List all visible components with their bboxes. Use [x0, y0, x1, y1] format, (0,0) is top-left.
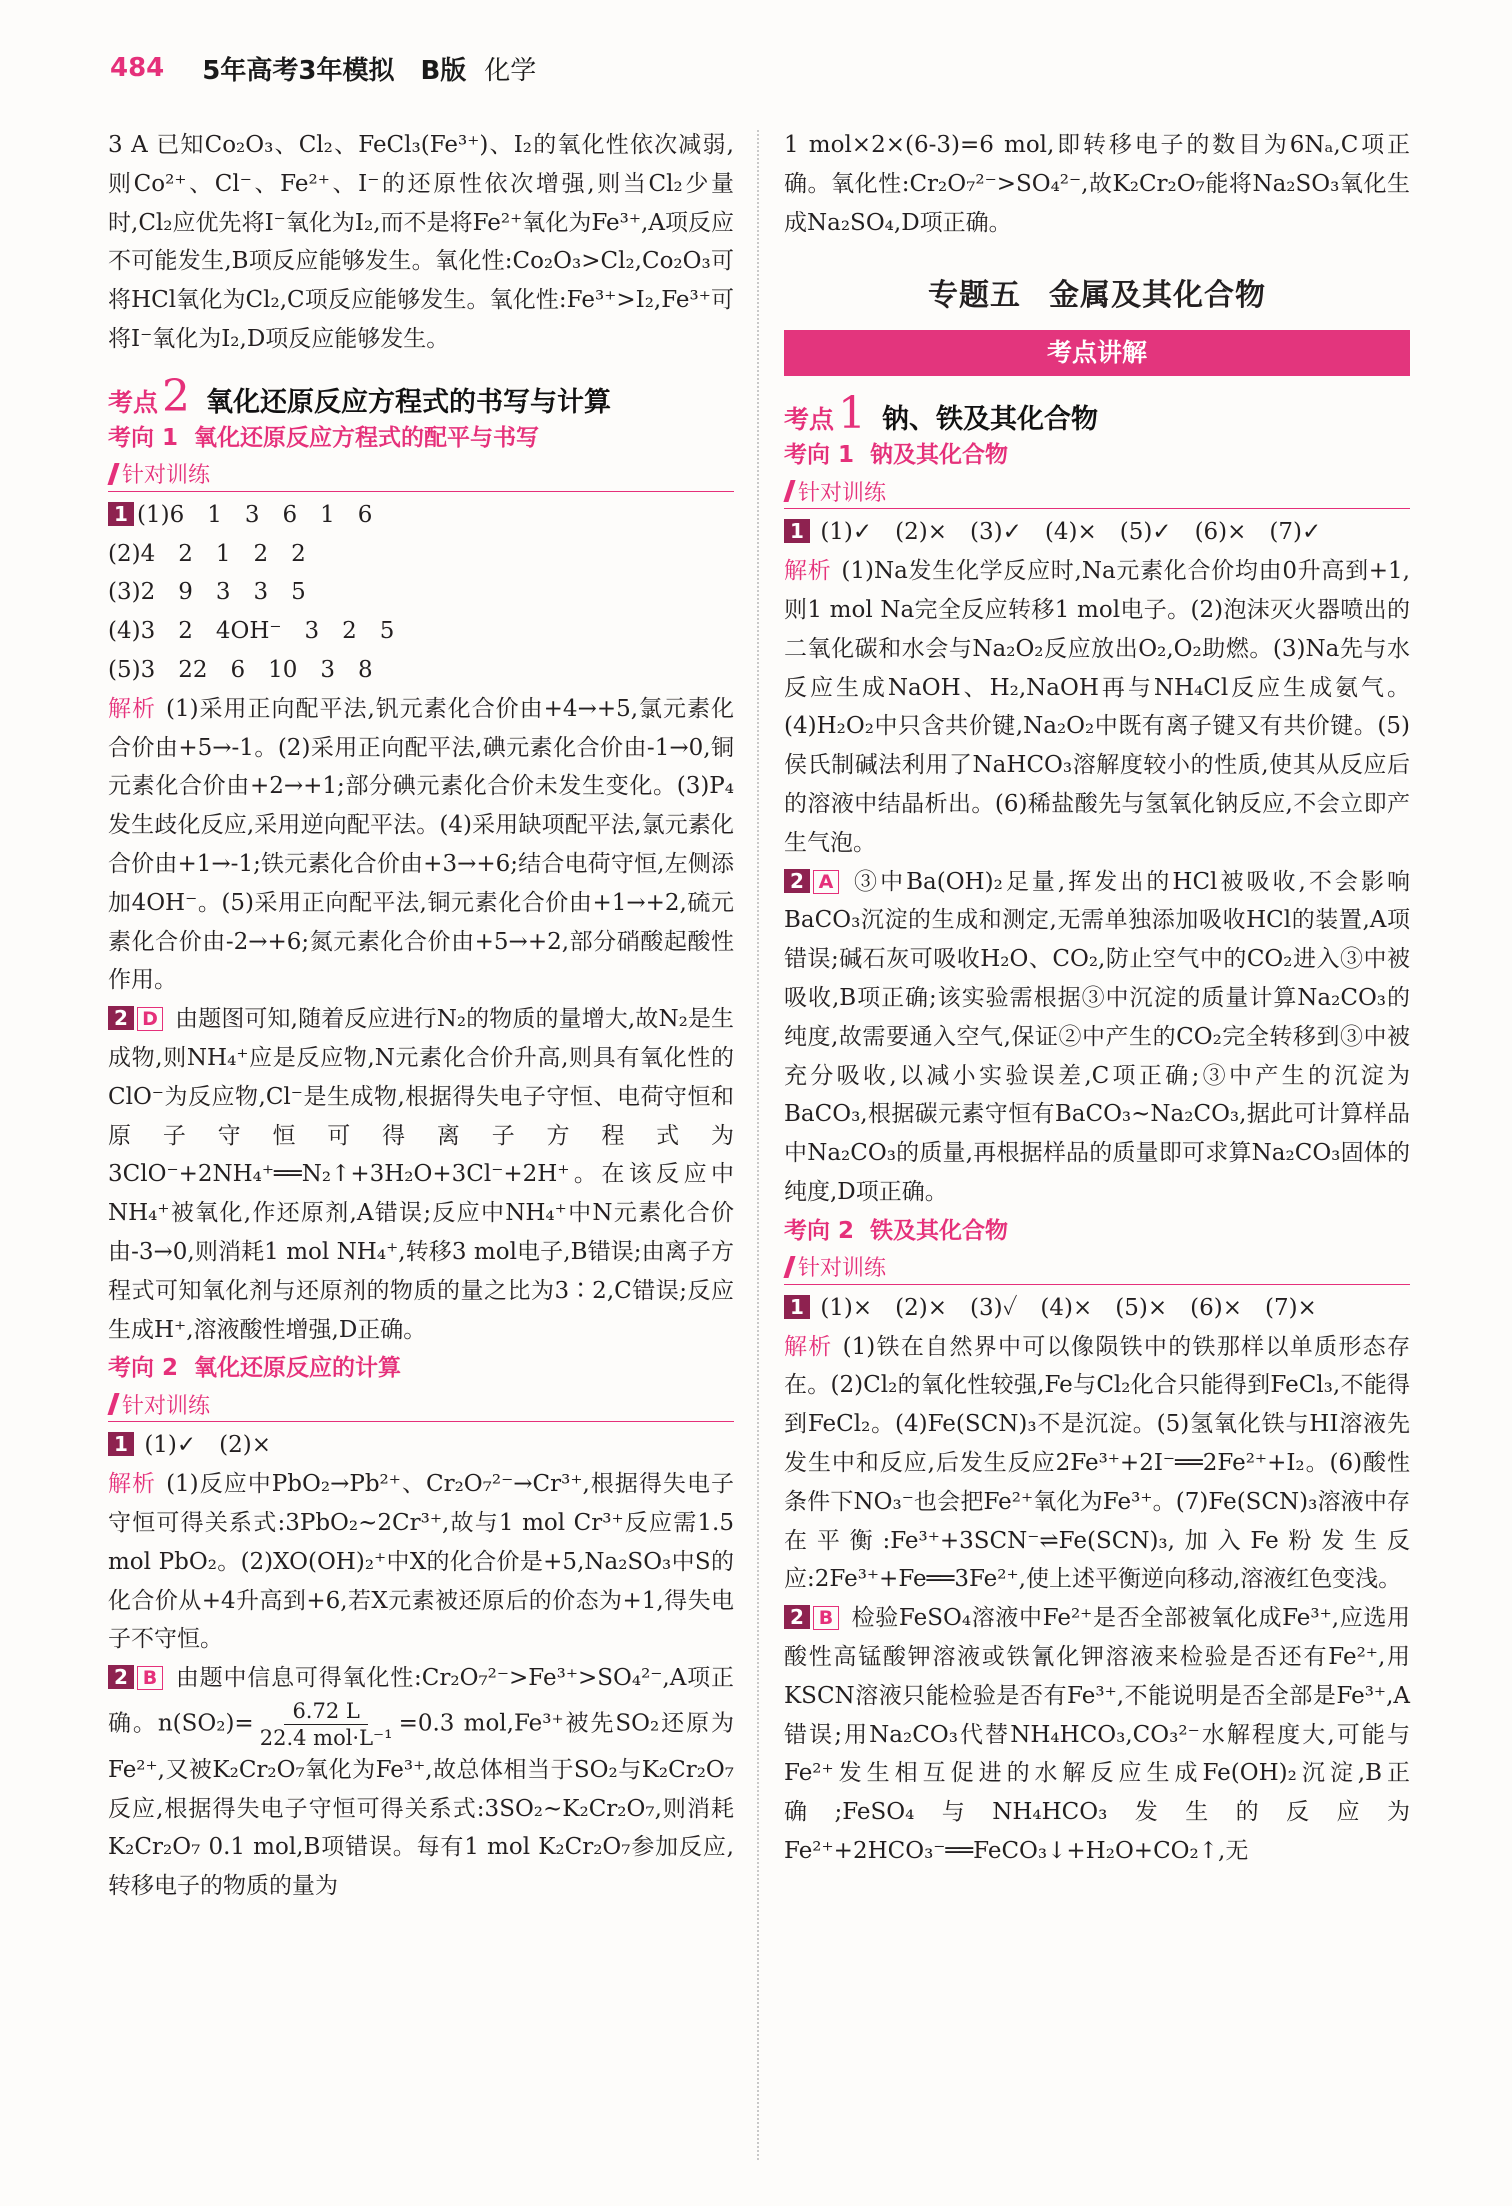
book-title: 5年高考3年模拟 B版 [202, 55, 467, 86]
kaoxiang-title: 铁及其化合物 [870, 1217, 1009, 1244]
analysis-label: 解析 [108, 695, 156, 722]
answer-block [108, 1659, 734, 1906]
left-column [108, 126, 734, 1906]
page-header [110, 48, 536, 88]
kaoxiang-heading [784, 1212, 1410, 1250]
kaoxiang-label: 考向 2 [784, 1217, 855, 1244]
kaodian-number: 1 [838, 388, 867, 440]
question-number: 1 [784, 519, 810, 543]
pen-icon [783, 480, 795, 502]
fraction-numerator: 6.72 L [284, 1698, 367, 1725]
answer-text: (1)× (2)× (3)✓ (4)× (5)× (6)× (7)× [820, 1294, 1317, 1321]
analysis-label: 解析 [784, 558, 832, 585]
analysis-label: 解析 [784, 1333, 833, 1360]
analysis-paragraph [108, 1465, 734, 1659]
question-number: 2 [784, 1605, 810, 1629]
answer-line: (1)6 1 3 6 1 6 [137, 501, 373, 528]
answer-line: (4)3 2 4OH⁻ 3 2 5 [108, 618, 395, 645]
analysis-text: (1)Na发生化学反应时,Na元素化合价均由0升高到+1,则1 mol Na完全反应转移1 mol电子。(2)泡沫灭火器喷出的二氧化碳和水会与Na₂O₂反应放出O₂,O₂助燃。(3)Na先与水反应生成NaOH、H₂,NaOH再与NH₄Cl反应生成氨气。(4)H₂O₂中只含共价键,Na₂O₂中既有离子键又有共价键。(5)侯氏制碱法利用了NaHCO₃溶解度较小的性质,使其从反应后的溶液中结晶析出。(6)稀盐酸先与氢氧化钠反应,不会立即产生气泡。 [784, 558, 1410, 856]
kaodian-title: 氧化还原反应方程式的书写与计算 [206, 386, 612, 418]
question-number: 1 [784, 1295, 810, 1319]
answer-block-3: 3 A 已知Co₂O₃、Cl₂、FeCl₃(Fe³⁺)、I₂的氧化性依次减弱,则Co²⁺、Cl⁻、Fe²⁺、I⁻的还原性依次增强,则当Cl₂少量时,Cl₂应优先将I⁻氧化为I₂,而不是将Fe²⁺氧化为Fe³⁺,A项反应不可能发生,B项反应能够发生。氧化性:Co₂O₃>Cl₂,Co₂O₃可将HCl氧化为Cl₂,C项反应能够发生。氧化性:Fe³⁺>I₂,Fe³⁺可将I⁻氧化为I₂,D项反应能够发生。 [108, 132, 734, 352]
right-column [784, 126, 1410, 1871]
kaodian-word: 考点 [784, 405, 835, 435]
analysis-label: 解析 [108, 1471, 157, 1498]
column-divider [757, 130, 759, 2160]
kaoxiang-title: 氧化还原反应方程式的配平与书写 [194, 424, 540, 451]
analysis-text: (1)反应中PbO₂→Pb²⁺、Cr₂O₇²⁻→Cr³⁺,根据得失电子守恒可得关系式:3PbO₂~2Cr³⁺,故与1 mol Cr³⁺反应需1.5 mol PbO₂。(2)XO(OH)₂⁺中X的化合价是+5,Na₂SO₃中S的化合价从+4升高到+6,若X元素被还原后的价态为+1,得失电子不守恒。 [108, 1471, 734, 1653]
answer-text: (1)✓ (2)× (3)✓ (4)× (5)✓ (6)× (7)✓ [820, 519, 1322, 546]
pen-icon [107, 463, 119, 485]
answer-block [108, 1000, 734, 1349]
page-number: 484 [110, 53, 165, 83]
answer-block [784, 1599, 1410, 1871]
answer-text: 检验FeSO₄溶液中Fe²⁺是否全部被氧化成Fe³⁺,应选用酸性高锰酸钾溶液或铁氰化钾溶液来检验是否还有Fe²⁺,用KSCN溶液只能检验是否有Fe³⁺,不能说明是否全部是Fe³⁺,A错误;用Na₂CO₃代替NH₄HCO₃,CO₃²⁻水解程度大,可能与Fe²⁺发生相互促进的水解反应生成Fe(OH)₂沉淀,B正确;FeSO₄与NH₄HCO₃发生的反应为Fe²⁺+2HCO₃⁻══FeCO₃↓+H₂O+CO₂↑,无 [784, 1605, 1410, 1864]
kaoxiang-title: 氧化还原反应的计算 [194, 1355, 402, 1382]
kaoxiang-heading [108, 1349, 734, 1387]
kaoxiang-heading [108, 419, 734, 457]
fraction [260, 1698, 393, 1751]
training-header [108, 457, 734, 492]
training-label: 针对训练 [122, 463, 211, 489]
topic-title [784, 270, 1410, 314]
answer-letter: B [813, 1606, 839, 1630]
continued-text: 1 mol×2×(6-3)=6 mol,即转移电子的数目为6Nₐ,C项正确。氧化性:Cr₂O₇²⁻>SO₄²⁻,故K₂Cr₂O₇能将Na₂SO₃氧化生成Na₂SO₄,D项正确。 [784, 132, 1410, 236]
question-number: 2 [784, 869, 810, 893]
section-band: 考点讲解 [784, 330, 1410, 376]
answer-line [784, 1289, 1410, 1328]
analysis-text: (1)采用正向配平法,钒元素化合价由+4→+5,氯元素化合价由+5→-1。(2)采用正向配平法,碘元素化合价由-1→0,铜元素化合价由+2→+1;部分碘元素化合价未发生变化。(3)P₄发生歧化反应,采用逆向配平法。(4)采用缺项配平法,氯元素化合价由+1→-1;铁元素化合价由+3→+6;结合电荷守恒,左侧添加4OH⁻。(5)采用正向配平法,铜元素化合价由+1→+2,硫元素化合价由-2→+6;氮元素化合价由+5→+2,部分硝酸起酸性作用。 [108, 695, 734, 994]
answer-line [108, 1426, 734, 1465]
answer-text: ③中Ba(OH)₂足量,挥发出的HCl被吸收,不会影响BaCO₃沉淀的生成和测定,无需单独添加吸收HCl的装置,A项错误;碱石灰可吸收H₂O、CO₂,防止空气中的CO₂进入③中被吸收,B项正确;该实验需根据③中沉淀的质量计算Na₂CO₃的纯度,故需要通入空气,保证②中产生的CO₂完全转移到③中被充分吸收,以减小实验误差,C项正确;③中产生的沉淀为BaCO₃,根据碳元素守恒有BaCO₃~Na₂CO₃,据此可计算样品中Na₂CO₃的质量,再根据样品的质量即可求算Na₂CO₃固体的纯度,D项正确。 [784, 868, 1410, 1205]
kaoxiang-label: 考向 2 [108, 1355, 179, 1382]
training-label: 针对训练 [798, 480, 887, 506]
kaodian-title: 钠、铁及其化合物 [882, 404, 1099, 436]
answer-letter: D [137, 1007, 163, 1031]
kaodian-heading [784, 388, 1410, 440]
pen-icon [783, 1256, 795, 1278]
topic-label: 专题五 [928, 278, 1021, 314]
kaoxiang-label: 考向 1 [784, 442, 855, 469]
analysis-paragraph [108, 690, 734, 1000]
analysis-paragraph [784, 552, 1410, 862]
answer-text: =0.3 mol,Fe³⁺被先SO₂还原为Fe²⁺,又被K₂Cr₂O₇氧化为Fe³⁺,故总体相当于SO₂与K₂Cr₂O₇反应,根据得失电子守恒可得关系式:3SO₂~K₂Cr₂O₇,则消耗K₂Cr₂O₇ 0.1 mol,B项错误。每有1 mol K₂Cr₂O₇参加反应,转移电子的物质的量为 [108, 1710, 734, 1900]
pen-icon [107, 1393, 119, 1415]
question-number: 2 [108, 1665, 134, 1689]
answer-line: (5)3 22 6 10 3 8 [108, 656, 373, 683]
answer-line [784, 513, 1410, 552]
kaodian-number: 2 [162, 370, 191, 422]
answer-text: (1)✓ (2)× [144, 1432, 272, 1459]
answer-text: 由题图可知,随着反应进行N₂的物质的量增大,故N₂是生成物,则NH₄⁺应是反应物,N元素化合价升高,则具有氧化性的ClO⁻为反应物,Cl⁻是生成物,根据得失电子守恒、电荷守恒和原子守恒可得离子方程式为3ClO⁻+2NH₄⁺══N₂↑+3H₂O+3Cl⁻+2H⁺。在该反应中NH₄⁺被氧化,作还原剂,A错误;反应中NH₄⁺中N元素化合价由-3→0,则消耗1 mol NH₄⁺,转移3 mol电子,B错误;由离子方程式可知氧化剂与还原剂的物质的量之比为3∶2,C错误;反应生成H⁺,溶液酸性增强,D正确。 [108, 1006, 734, 1343]
kaoxiang-title: 钠及其化合物 [870, 442, 1009, 469]
kaodian-heading [108, 370, 734, 422]
training-header [784, 1250, 1410, 1285]
kaoxiang-heading [784, 436, 1410, 474]
subject-label: 化学 [484, 55, 537, 86]
training-header [108, 1387, 734, 1422]
answer-line: (3)2 9 3 3 5 [108, 579, 306, 606]
fraction-denominator: 22.4 mol·L⁻¹ [259, 1725, 393, 1750]
analysis-paragraph [784, 1328, 1410, 1600]
question-number: 2 [108, 1006, 134, 1030]
topic-name: 金属及其化合物 [1049, 278, 1266, 314]
question-number: 1 [108, 502, 134, 526]
answer-list [108, 496, 734, 690]
question-number: 1 [108, 1432, 134, 1456]
training-header [784, 474, 1410, 509]
analysis-text: (1)铁在自然界中可以像陨铁中的铁那样以单质形态存在。(2)Cl₂的氧化性较强,Fe与Cl₂化合只能得到FeCl₃,不能得到FeCl₂。(4)Fe(SCN)₃不是沉淀。(5)氢氧化铁与HI溶液先发生中和反应,后发生反应2Fe³⁺+2I⁻══2Fe²⁺+I₂。(6)酸性条件下NO₃⁻也会把Fe²⁺氧化为Fe³⁺。(7)Fe(SCN)₃溶液中存在平衡:Fe³⁺+3SCN⁻⇌Fe(SCN)₃,加入Fe粉发生反应:2Fe³⁺+Fe══3Fe²⁺,使上述平衡逆向移动,溶液红色变浅。 [784, 1333, 1410, 1593]
answer-line: (2)4 2 1 2 2 [108, 540, 306, 567]
training-label: 针对训练 [798, 1256, 887, 1282]
kaodian-word: 考点 [108, 387, 159, 417]
answer-text: 由题中信息可得氧化性:Cr₂O₇²⁻>Fe³⁺>SO₄²⁻,A项正确。n(SO₂)= [108, 1665, 734, 1737]
training-label: 针对训练 [122, 1393, 211, 1419]
answer-block [784, 863, 1410, 1212]
kaoxiang-label: 考向 1 [108, 424, 179, 451]
answer-letter: A [813, 870, 839, 894]
answer-letter: B [137, 1666, 163, 1690]
